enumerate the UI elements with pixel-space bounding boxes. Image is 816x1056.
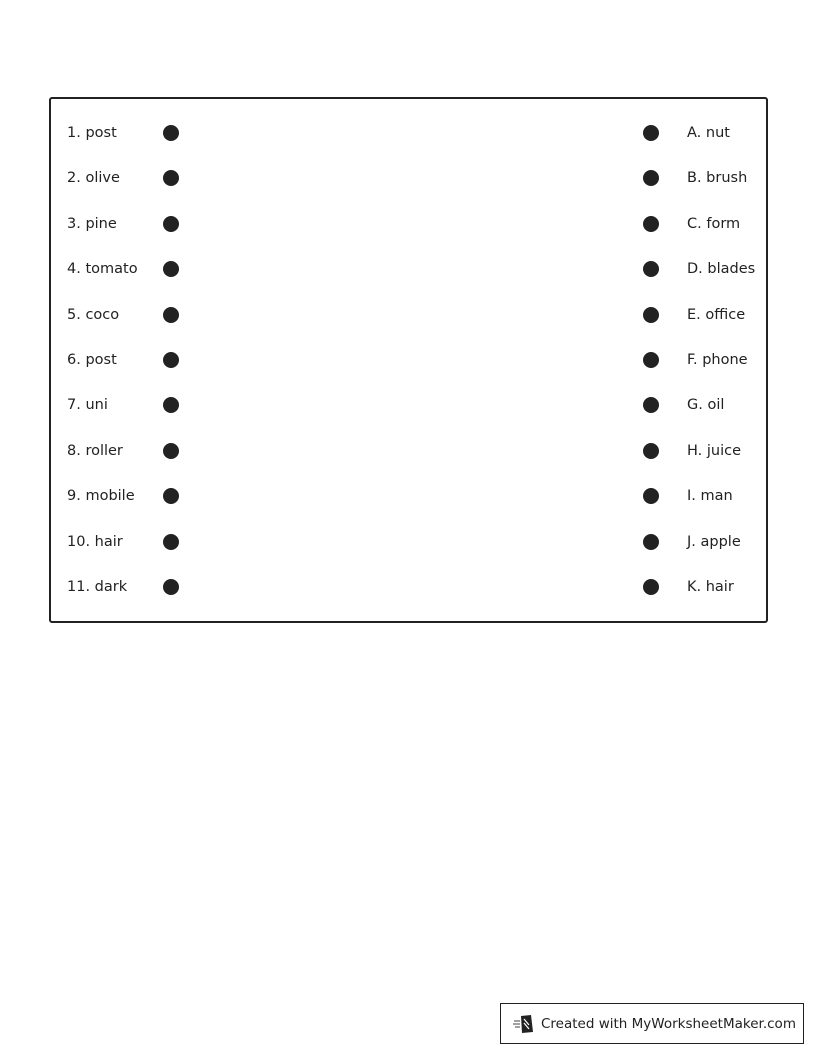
right-connect-dot[interactable]: [643, 170, 659, 186]
match-row: [51, 214, 766, 234]
match-row: [51, 441, 766, 461]
left-item-label: 5. coco: [67, 306, 120, 323]
footer-text: Created with MyWorksheetMaker.com: [541, 1015, 796, 1032]
right-connect-dot[interactable]: [643, 397, 659, 413]
left-connect-dot[interactable]: [163, 443, 179, 459]
right-connect-dot[interactable]: [643, 352, 659, 368]
right-item-label: K. hair: [687, 579, 734, 595]
left-item-label: 10. hair: [67, 533, 123, 550]
left-connect-dot[interactable]: [163, 261, 179, 277]
left-connect-dot[interactable]: [163, 170, 179, 186]
right-connect-dot[interactable]: [643, 125, 659, 141]
match-row: [51, 305, 766, 325]
match-row: [51, 577, 766, 597]
left-connect-dot[interactable]: [163, 579, 179, 595]
right-item-label: I. man: [687, 488, 733, 505]
matching-box: [49, 97, 768, 623]
worksheet-logo-icon: [513, 1013, 535, 1035]
right-connect-dot[interactable]: [643, 261, 659, 277]
match-row: [51, 395, 766, 415]
left-item-label: 7. uni: [67, 397, 108, 414]
left-connect-dot[interactable]: [163, 397, 179, 413]
right-item-label: A. nut: [687, 125, 730, 141]
left-item-label: 8. roller: [67, 442, 123, 459]
left-item-label: 9. mobile: [67, 488, 135, 505]
right-item-label: E. office: [687, 306, 746, 323]
right-item-label: G. oil: [687, 397, 725, 414]
left-item-label: 2. olive: [67, 170, 120, 187]
left-connect-dot[interactable]: [163, 216, 179, 232]
right-connect-dot[interactable]: [643, 534, 659, 550]
left-connect-dot[interactable]: [163, 534, 179, 550]
right-connect-dot[interactable]: [643, 488, 659, 504]
match-row: [51, 350, 766, 370]
right-connect-dot[interactable]: [643, 216, 659, 232]
left-connect-dot[interactable]: [163, 125, 179, 141]
match-row: [51, 259, 766, 279]
match-row: [51, 168, 766, 188]
footer-credit: [500, 1003, 804, 1044]
left-connect-dot[interactable]: [163, 488, 179, 504]
right-connect-dot[interactable]: [643, 307, 659, 323]
right-item-label: B. brush: [687, 170, 748, 187]
match-row: [51, 532, 766, 552]
right-item-label: F. phone: [687, 352, 748, 368]
right-connect-dot[interactable]: [643, 579, 659, 595]
right-item-label: H. juice: [687, 442, 742, 459]
right-connect-dot[interactable]: [643, 443, 659, 459]
left-item-label: 1. post: [67, 125, 117, 141]
right-item-label: J. apple: [687, 533, 741, 550]
left-item-label: 3. pine: [67, 215, 117, 232]
left-item-label: 6. post: [67, 352, 117, 368]
left-connect-dot[interactable]: [163, 352, 179, 368]
match-row: [51, 486, 766, 506]
match-row: [51, 123, 766, 143]
left-connect-dot[interactable]: [163, 307, 179, 323]
left-item-label: 11. dark: [67, 579, 128, 595]
right-item-label: C. form: [687, 215, 741, 232]
right-item-label: D. blades: [687, 261, 756, 278]
left-item-label: 4. tomato: [67, 261, 138, 278]
